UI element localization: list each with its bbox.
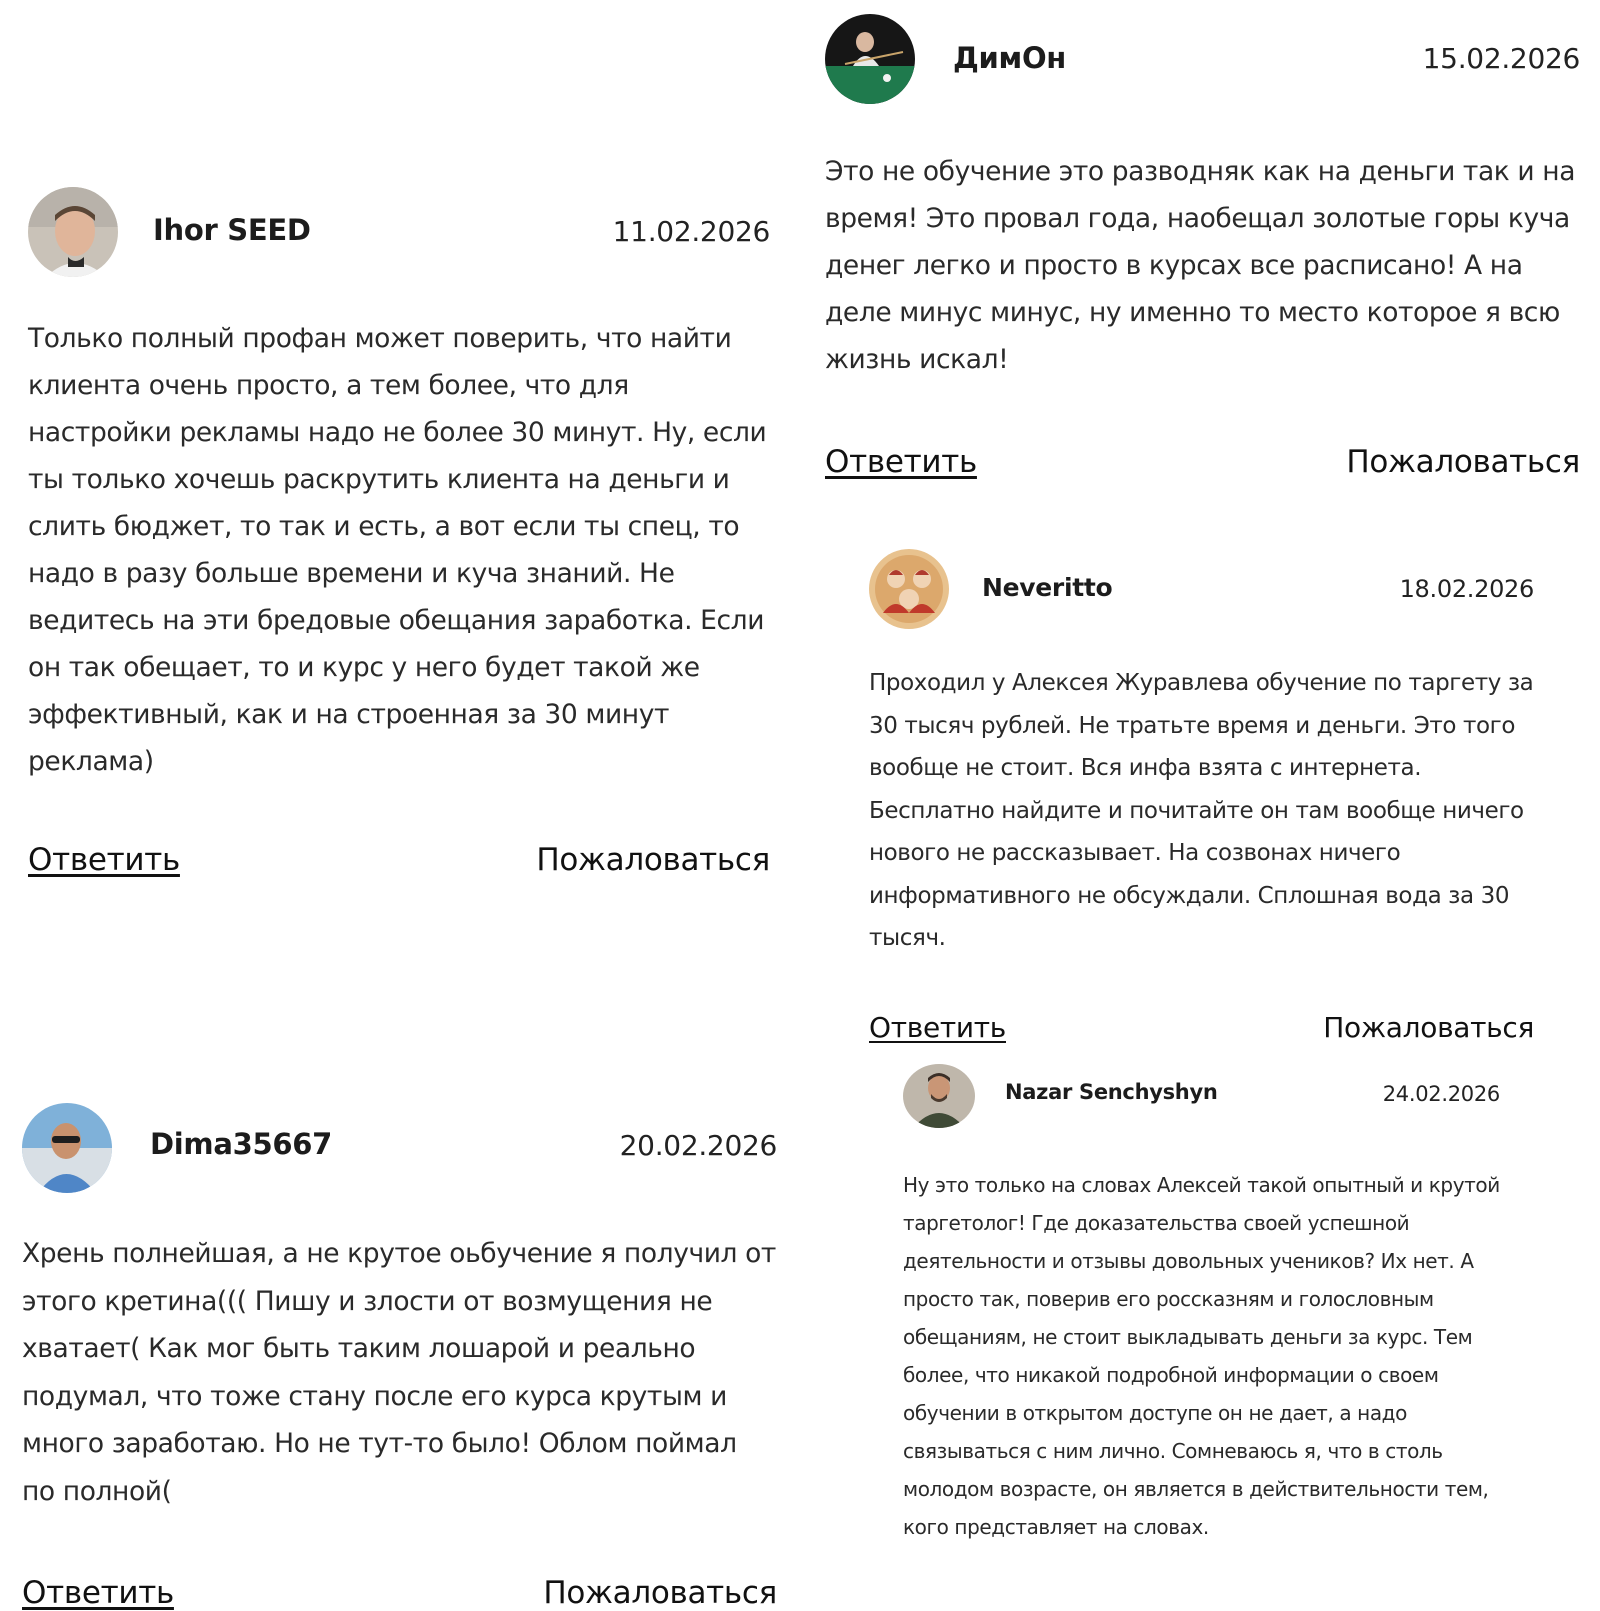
comment-date: 20.02.2026 (619, 1129, 777, 1162)
comment-author[interactable]: Dima35667 (150, 1127, 332, 1161)
reply-link[interactable]: Ответить (825, 444, 977, 480)
comment-dima35667 (22, 1103, 777, 1611)
comment-author[interactable]: ДимОн (953, 41, 1067, 75)
comment-date: 24.02.2026 (1382, 1082, 1500, 1106)
report-link[interactable]: Пожаловаться (536, 842, 770, 878)
user-avatar[interactable] (903, 1064, 975, 1128)
comment-text: Проходил у Алексея Журавлева обучение по таргету за 30 тысяч рублей. Не тратьте время и деньги. Это того вообще не стоит. Вся инфа взята с интернета. Бесплатно найдите и почитайте он там вообще ничего нового не рассказывает. На созвонах ничего информативного не обсуждали. Сплошная вода за 30 тысяч. (869, 670, 1534, 951)
reply-link[interactable]: Ответить (28, 842, 180, 878)
avatar-photo-icon (869, 549, 949, 629)
comment-dimon (825, 14, 1580, 494)
comment-text: Только полный профан может поверить, что найти клиента очень просто, а тем более, что для настройки рекламы надо не более 30 минут. Ну, если ты только хочешь раскрутить клиента на деньги и слить бюджет, то так и есть, а вот если ты спец, то надо в разу больше времени и куча знаний. Не ведитесь на эти бредовые обещания заработка. Если он так обещает, то и курс у него будет такой же эффективный, как и на строенная за 30 минут реклама) (28, 323, 767, 777)
avatar-photo-icon (825, 14, 915, 104)
comment-date: 18.02.2026 (1399, 575, 1534, 603)
avatar-photo-icon (28, 187, 118, 277)
comment-text: Ну это только на словах Алексей такой опытный и крутой таргетолог! Где доказательства своей успешной деятельности и отзывы довольных учеников? Их нет. А просто так, поверив его россказням и голословным обещаниям, не стоит выкладывать деньги за курс. Тем более, что никакой подробной информации о своем обучении в открытом доступе он не дает, а надо связываться с ним лично. Сомневаюсь я, что в столь молодом возрасте, он является в действительности тем, кого представляет на словах. (903, 1173, 1500, 1539)
comment-date: 11.02.2026 (612, 215, 770, 248)
comment-author[interactable]: Nazar Senchyshyn (1005, 1080, 1218, 1104)
user-avatar[interactable] (22, 1103, 112, 1193)
user-avatar[interactable] (825, 14, 915, 104)
report-link[interactable]: Пожаловаться (543, 1575, 777, 1611)
comment-nazar-senchyshyn (903, 1064, 1500, 1600)
avatar-photo-icon (903, 1064, 975, 1128)
avatar-photo-icon (22, 1103, 112, 1193)
user-avatar[interactable] (28, 187, 118, 277)
user-avatar[interactable] (869, 549, 949, 629)
comment-text: Хрень полнейшая, а не крутое оьбучение я получил от этого кретина((( Пишу и злости от возмущения не хватает( Как мог быть таким лошарой и реально подумал, что тоже стану после его курса крутым и много заработаю. Но не тут-то было! Облом поймал по полной( (22, 1238, 776, 1507)
comment-author[interactable]: Neveritto (982, 573, 1113, 602)
comment-author[interactable]: Ihor SEED (153, 213, 311, 247)
comment-text: Это не обучение это разводняк как на деньги так и на время! Это провал года, наобещал золотые горы куча денег легко и просто в курсах все расписано! А на деле минус минус, ну именно то место которое я всю жизнь искал! (825, 156, 1576, 375)
report-link[interactable]: Пожаловаться (1323, 1011, 1534, 1044)
comment-date: 15.02.2026 (1422, 42, 1580, 75)
reply-link[interactable]: Ответить (22, 1575, 174, 1611)
report-link[interactable]: Пожаловаться (1346, 444, 1580, 480)
reply-link[interactable]: Ответить (869, 1011, 1006, 1044)
comment-ihor-seed (28, 187, 770, 887)
comment-neveritto (869, 549, 1534, 1049)
